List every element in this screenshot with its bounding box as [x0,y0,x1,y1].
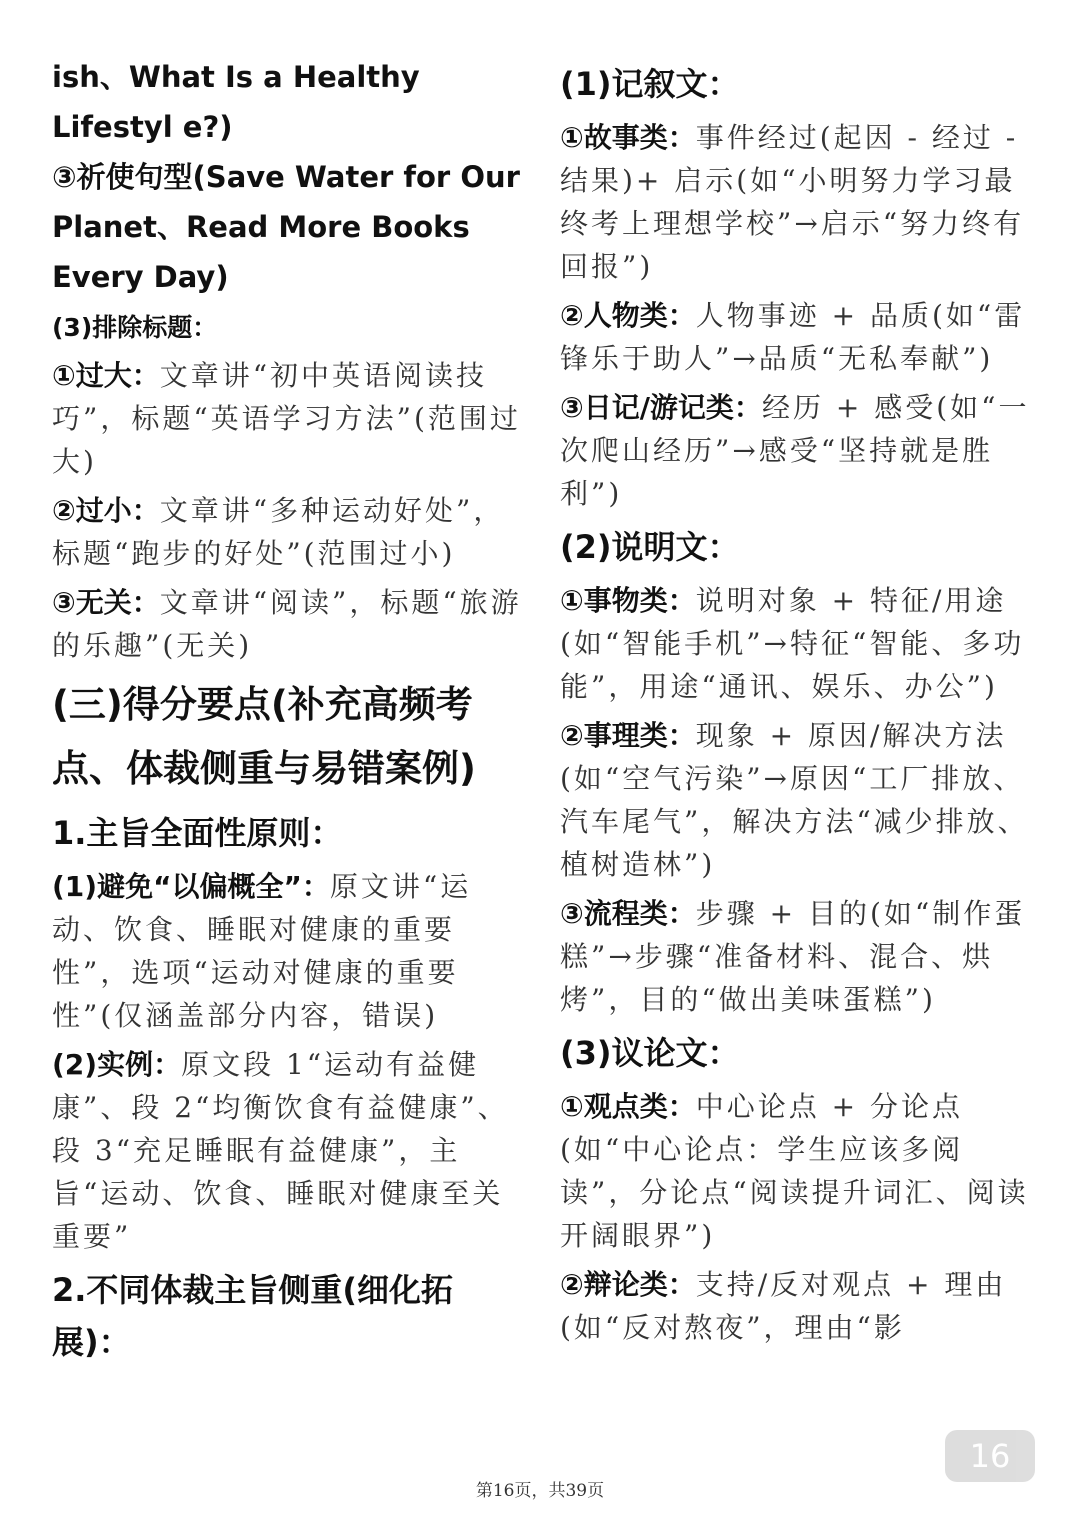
right-column [560,52,1030,1349]
item-text: 现象 + 原因/解决方法(如“空气污染”→原因“工厂排放、汽车尾气”，解决方法“减少排放、植树造林”) [560,719,1029,881]
item-principle [560,714,1030,886]
heading-narrative: (1)记叙文： [560,65,740,103]
item-text: 文章讲“多种运动好处”，标题“跑步的好处”(范围过小) [52,494,505,570]
item-label: ①故事类： [560,121,696,154]
item-process [560,892,1030,1021]
item-viewpoint [560,1085,1030,1257]
item-avoid-generalization [52,865,522,1037]
heading-genre-focus: 2.不同体裁主旨侧重(细化拓展)： [52,1271,454,1361]
item-text: 文章讲“初中英语阅读技巧”，标题“英语学习方法”(范围过大) [52,359,521,478]
item-label: (2)实例： [52,1048,182,1081]
item-person [560,294,1030,380]
item-label: ③无关： [52,586,160,619]
item-label: ②事理类： [560,719,696,752]
item-too-broad [52,354,522,483]
item-text: 说明对象 + 特征/用途(如“智能手机”→特征“智能、多功能”，用途“通讯、娱乐、办公”) [560,584,1025,703]
item-too-narrow [52,489,522,575]
heading-example-healthy-lifestyle: ish、What Is a Healthy Lifestyl e?) [52,60,420,144]
item-debate [560,1263,1030,1349]
item-label: (1)避免“以偏概全”： [52,870,330,903]
item-label: ①观点类： [560,1090,696,1123]
page-footer: 第16页，共39页 [475,1481,605,1501]
heading-imperative-sentence: ③祈使句型(Save Water for Our Planet、Read More Books Every Day) [52,160,520,294]
item-text: 原文段 1“运动有益健康”、段 2“均衡饮食有益健康”、段 3“充足睡眠有益健康”，主旨“运动、饮食、睡眠对健康至关重要” [52,1048,509,1253]
item-example [52,1043,522,1258]
left-column [52,52,522,1368]
item-label: ②过小： [52,494,160,527]
item-text: 步骤 + 目的(如“制作蛋糕”→步骤“准备材料、混合、烘烤”，目的“做出美味蛋糕”) [560,897,1026,1016]
item-text: 支持/反对观点 + 理由(如“反对熬夜”，理由“影 [560,1268,1007,1344]
item-text: 中心论点 + 分论点(如“中心论点：学生应该多阅读”，分论点“阅读提升词汇、阅读开阔眼界”) [560,1090,1029,1252]
heading-scoring-points: (三)得分要点(补充高频考点、体裁侧重与易错案例) [52,683,476,790]
item-text: 人物事迹 + 品质(如“雷锋乐于助人”→品质“无私奉献”) [560,299,1026,375]
item-label: ①过大： [52,359,160,392]
item-text: 经历 + 感受(如“一次爬山经历”→感受“坚持就是胜利”) [560,391,1030,510]
item-object [560,579,1030,708]
item-diary-travel [560,386,1030,515]
item-story [560,116,1030,288]
page-number-badge: 16 [945,1430,1035,1482]
item-label: ③流程类： [560,897,696,930]
item-text: 文章讲“阅读”，标题“旅游的乐趣”(无关) [52,586,522,662]
heading-exclude-titles: (3)排除标题： [52,313,218,342]
item-label: ③日记/游记类： [560,391,762,424]
heading-argumentative: (3)议论文： [560,1034,740,1072]
item-label: ①事物类： [560,584,696,617]
item-text: 原文讲“运动、饮食、睡眠对健康的重要性”，选项“运动对健康的重要性”(仅涵盖部分内容，错误) [52,870,472,1032]
item-irrelevant [52,581,522,667]
heading-comprehensive-principle: 1.主旨全面性原则： [52,814,343,852]
item-label: ②人物类： [560,299,696,332]
item-label: ②辩论类： [560,1268,696,1301]
heading-expository: (2)说明文： [560,528,740,566]
item-text: 事件经过(起因 - 经过 - 结果)+ 启示(如“小明努力学习最终考上理想学校”→启示“努力终有回报”) [560,121,1025,283]
